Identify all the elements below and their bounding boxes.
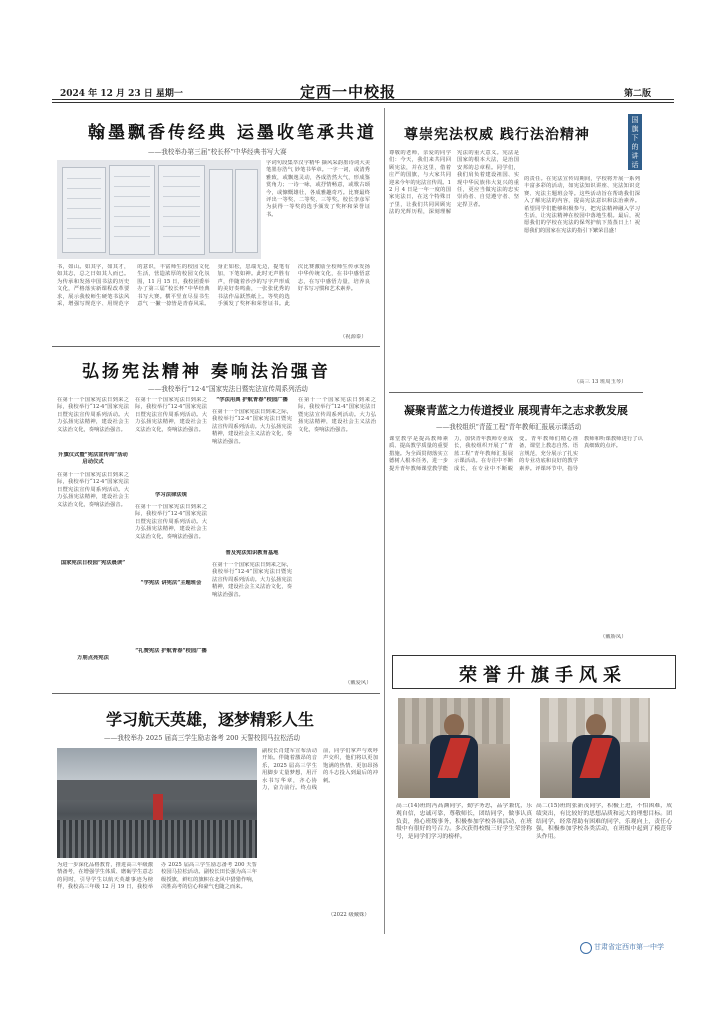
constitution-body-col1: 在第十一个国家宪法日到来之际，我校举行“12·4”国家宪法日暨宪法宣传周系列活动。大力弘扬宪法精神，建设社会主义法治文化，奏响法治强音。: [57, 472, 129, 508]
youth-byline: （戴娇凤）: [600, 634, 627, 640]
constitution-section-4: 学习法律法规: [155, 492, 187, 498]
calligraphy-headline: 翰墨飘香传经典 运墨收笔承共道: [88, 123, 377, 143]
marathon-photo: [57, 748, 257, 858]
constitution-body-col5: 在第十一个国家宪法日到来之际，我校举行“12·4”国家宪法日暨宪法宣传周系列活动。大力弘扬宪法精神，建设社会主义法治文化，奏响法治强音。: [135, 504, 207, 540]
youth-body: 课堂教学是提高教师素质、提高教学质量的重要措施。为全面贯彻落实立德树人根本任务，进一步提升青年教师课堂教学能力，加快青年教师专业成长，我校组织开展了“青蓝工程”青年教师汇报展示课活动。在专注中不断成长，在专业中不断蜕变。青年教师们精心准备，课堂上教态自然、语言规范，充分展示了扎实的专业功底和良好的教学素养。评课环节中，指导教师和听课教师进行了认真细致的点评。: [389, 436, 643, 472]
flag-bearer-caption-left: 高三(14)班的冯高渊同学，勤学务思，品学兼优，乐观自信，忠诚可靠，尊敬师长，团结同学，做事认真负责，热心班级事务，积极参加学校各项活动，在班级中有很好的号召力。多次获得校级三好学生荣誉称号，是同学们学习的榜样。: [396, 803, 532, 841]
calligraphy-sheet: [109, 165, 155, 255]
flag: [153, 794, 163, 820]
constitution-subtitle: ——我校举行“12·4”国家宪法日暨宪法宣传周系列活动: [148, 385, 308, 393]
rule-of-law-body-right: 的责任。在宪法宣传周期间，学校将开展一系列丰富多彩的活动，如宪法知识讲座、宪法知识竞赛、宪法主题班会等。这些活动旨在帮助我们深入了解宪法的内容，提高宪法意识和法治素养。希望同学们能够积极参与，把宪法精神融入学习生活，让宪法精神在校园中落地生根。最后，祝愿我们的学校在宪法的保驾护航下蒸蒸日上！祝愿我们的国家在宪法的指引下繁荣昌盛！: [524, 176, 640, 234]
calligraphy-sheet: [209, 169, 233, 253]
calligraphy-subtitle: ——我校举办第三届“校长杯”中华经典书写大赛: [148, 148, 287, 156]
rule-of-law-byline: （高三 13 班周玉琴）: [574, 379, 627, 385]
calligraphy-photo: [57, 160, 261, 259]
constitution-section-2: 国家宪法日校园“宪法晨读”: [60, 560, 126, 566]
column-divider: [384, 108, 385, 934]
constitution-body-col4: 在第十一个国家宪法日到来之际，我校举行“12·4”国家宪法日暨宪法宣传周系列活动。大力弘扬宪法精神，建设社会主义法治文化，奏响法治强音。: [298, 397, 376, 433]
edition-label: 第二版: [624, 89, 652, 99]
school-logo-icon: [580, 942, 592, 954]
masthead-title: 定西一中校报: [300, 83, 397, 101]
calligraphy-sheet: [235, 169, 258, 253]
calligraphy-sheet: [158, 165, 205, 255]
header-rule: [52, 99, 674, 100]
constitution-section-5: “学宪法 讲宪法”主题班会: [140, 580, 202, 586]
section-divider: [389, 392, 643, 393]
flag-speech-label: [628, 114, 642, 170]
flag-bearers-title: 荣誉升旗手风采: [459, 665, 627, 686]
flag-bearers-banner: [392, 655, 676, 689]
runners-crowd: [57, 820, 257, 858]
rule-of-law-body-left: 尊敬的老师，亲爱的同学们：今天，我们来共同回顾宪法，并在这里，借着庄严的国旗，与大家共同迎来今年的宪法宣传周。12 月 4 日是一年一度的国家宪法日，在这个特殊日子里，让我们共同回顾宪法的光辉历程，深刻理解宪法的重大意义。宪法是国家的根本大法，是治国安邦的总章程。同学们，我们肩负着建设祖国、实现中华民族伟大复兴的重任，更应当做宪法的忠实崇尚者、自觉遵守者、坚定捍卫者。: [389, 150, 519, 216]
aerospace-body-left: 为进一步深化品格教育，推进高三年级激情备考，在增强学生体质、磨砺学生意志的同时，引导学生以航天英雄事迹为榜样，我校高三年级 12 月 19 日，我校举办 2025 届高三学生励志备考 200 天誓校园马拉松活动。副校长田长强为高三年级授旗，鲜红的旗帜在北风中猎猎作响，决胜高考的信心和豪气也随之而来。: [57, 862, 257, 891]
calligraphy-body-bottom: 书，如山。如其字，如其才，如其志，总之曰如其人而已。为传承和发扬中国书法的历史文化，严格落实新课程改革要求，展示我校师生硬笔书法风采，增强写规范字、用规范字的意识，丰富师生的校园文化生活，营造浓厚的校园文化氛围，11 月 15 日，我校团委举办了第三届“校长杯”中华经典书写大赛。横平竖直尽显书生意气 一撇一捺皆是青春风采。身正如松，思端无边，提笔有加，下笔如神。此时无声胜有声，伴随着沙沙的写字声形成的美好奏鸣曲，一张张优秀的书法作品跃然纸上。等奖的选手颁发了奖杯和荣誉证书。此次比赛激励全校师生传承发扬中华传统文化，在书中感悟意志，在写中感悟力量，培养良好书写习惯和艺术素养。: [57, 264, 370, 308]
calligraphy-byline: （祝源泰）: [340, 334, 367, 340]
flag-speech-text: 国旗下的讲话: [631, 116, 639, 169]
header-rule-thin: [52, 102, 674, 103]
aerospace-subtitle: ——我校举办 2025 届高三学生励志备考 200 天誓校园马拉松活动: [104, 734, 300, 742]
constitution-body-col2: 在第十一个国家宪法日到来之际，我校举行“12·4”国家宪法日暨宪法宣传周系列活动。大力弘扬宪法精神，建设社会主义法治文化，奏响法治强音。: [135, 397, 207, 433]
flag-bearer-photo-left: [398, 698, 510, 798]
footer-logo-text: 甘肃省定西市第一中学: [594, 943, 664, 951]
constitution-section-7: “礼赞宪法 护航青春”校园广播: [135, 648, 207, 654]
youth-headline: 凝聚青蓝之力传道授业 展现青年之志求教发展: [404, 404, 628, 417]
portrait-head: [444, 714, 464, 736]
portrait-head: [586, 714, 606, 736]
constitution-byline: （戴爱风）: [345, 680, 372, 686]
constitution-intro: 在第十一个国家宪法日到来之际，我校举行“12·4”国家宪法日暨宪法宣传周系列活动。大力弘扬宪法精神，建设社会主义法治文化，奏响法治强音。: [57, 397, 129, 433]
calligraphy-body-right: 字词句段集萃汉字精华 撷风采韵墨诗词大美笔墨存浩气 妙笔书华章。一字一词，或清秀雅致，或飘逸灵动，各成浩然大气，形成鉴赏角力；一诗一咏，或抒情畅意，或歌古颂今，或慷慨雄壮，各成雅趣奇巧。比赛最终评出一等奖、二等奖、三等奖。校长李彦军为获得一等奖的选手颁发了奖杯和荣誉证书。: [266, 160, 370, 218]
constitution-headline: 弘扬宪法精神 奏响法治强音: [82, 362, 331, 382]
constitution-section-6: “学法用典 护航青春”校园广播: [216, 397, 288, 403]
section-divider: [52, 346, 380, 347]
constitution-section-8: 普及宪法知识教育基地: [225, 550, 279, 556]
calligraphy-sheet: [62, 167, 106, 253]
youth-subtitle: ——我校组织“青蓝工程”青年教师汇报展示课活动: [436, 423, 582, 431]
flag-bearer-photo-right: [540, 698, 650, 798]
section-divider: [52, 693, 380, 694]
constitution-body-col6: 在第十一个国家宪法日到来之际，我校举行“12·4”国家宪法日暨宪法宣传周系列活动。大力弘扬宪法精神，建设社会主义法治文化，奏响法治强音。: [212, 562, 292, 598]
aerospace-body-right: 副校长肖建军宣布活动开始。伴随着激昂的音乐，2025 届高三学生用脚步丈量梦想，用汗水书写华章，齐心协力，奋力前行。终点线前，同学们掌声与欢呼声交织，他们将以更加饱满的热情、更加昂扬的斗志投入到最后的冲刺。: [262, 748, 378, 792]
rule-of-law-headline: 尊崇宪法权威 践行法治精神: [404, 127, 590, 143]
aerospace-byline: （2022 级戴姝）: [328, 912, 370, 918]
header-date: 2024 年 12 月 23 日 星期一: [60, 89, 183, 99]
aerospace-headline: 学习航天英雄，逐梦精彩人生: [106, 710, 315, 729]
constitution-section-1: 升旗仪式暨“宪法宣传周”活动启动仪式: [58, 452, 128, 466]
constitution-section-3: 万朋点亮宪法: [77, 655, 109, 661]
constitution-body-col3: 在第十一个国家宪法日到来之际，我校举行“12·4”国家宪法日暨宪法宣传周系列活动。大力弘扬宪法精神，建设社会主义法治文化，奏响法治强音。: [212, 409, 292, 445]
flag-bearer-caption-right: 高二(15)班的张新茂同学，积极上进，不怕困难，成绩突出，有比较好的思想品质和远大的理想目标。团结同学，经常帮助有困难的同学，乐观向上，责任心强，积极参加学校各类活动，在班级中起到了模范带头作用。: [536, 803, 672, 841]
